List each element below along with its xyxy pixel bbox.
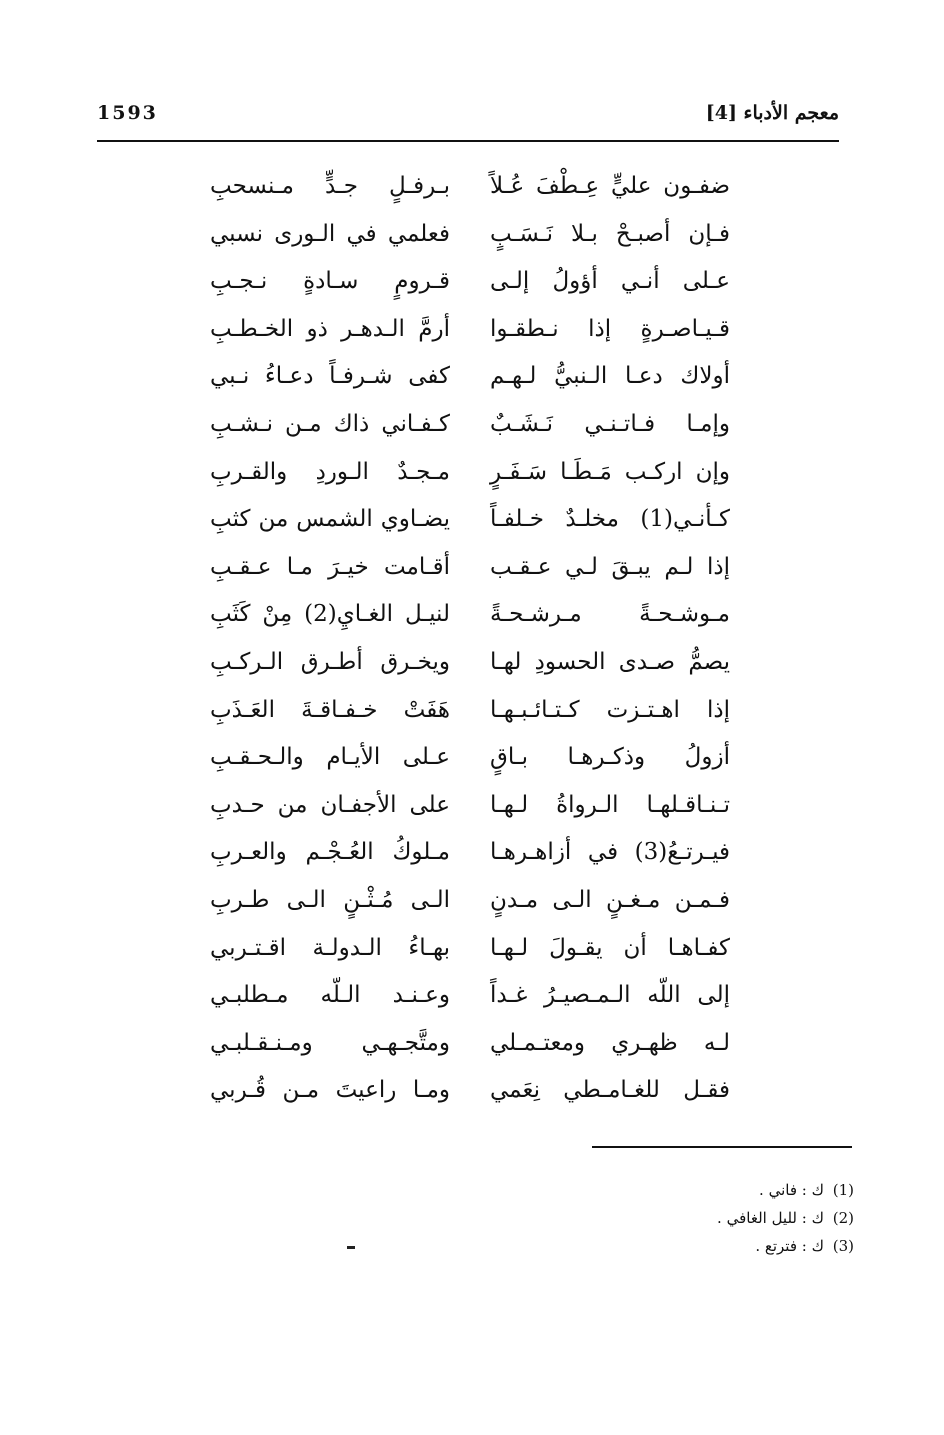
verse-first-hemistich: أولاك دعـا الـنبيُّ لـهـم [490, 363, 730, 390]
verse-second-hemistich: الـى مُـثْـنٍ الـى طـربِ [210, 886, 450, 913]
verse-second-hemistich: ويخـرق أطـرق الـركـبِ [210, 648, 450, 675]
footnote-divider [592, 1146, 852, 1148]
verse-second-hemistich: بـرفـلٍ جـدٍّ مـنسحبِ [210, 173, 450, 199]
footnote-text: ك : لليل الغافي . [717, 1209, 824, 1227]
footnote-text: ك : فاني . [759, 1181, 824, 1199]
verse [150, 163, 750, 211]
verse [150, 877, 750, 925]
footnote [494, 1204, 854, 1232]
verse-first-hemistich: كفـاهـا أن يقـولَ لـهـا [490, 934, 730, 961]
verse-first-hemistich: فـمـن مـغـنٍ الـى مـدنٍ [490, 886, 730, 913]
verse-first-hemistich: عـلى أنـي أؤولُ إلـى [490, 268, 730, 295]
verse-first-hemistich: فقـل للغـامـطي نِعَمي [490, 1077, 730, 1104]
verse-second-hemistich: وعـنـد الـلّه مـطلبـي [210, 982, 450, 1009]
verse-second-hemistich: مـلوكُ العُـجْـم والعـربِ [210, 839, 450, 866]
verse-second-hemistich: مـجـدٌ الـوردِ والقـربِ [210, 458, 450, 485]
verse [150, 401, 750, 449]
verse-first-hemistich: وإن اركـب مَـطَـا سَـفَـرٍ [490, 458, 730, 485]
verse-second-hemistich: هَفَتْ خـفـاقـةَ العَـذَبِ [210, 696, 450, 723]
verse [150, 1020, 750, 1068]
verse [150, 496, 750, 544]
verse-first-hemistich: قـيـاصـرةٍ إذا نـطقـوا [490, 315, 730, 342]
verse-first-hemistich: لـه ظهـري ومعتـمـلي [490, 1029, 730, 1056]
verse-first-hemistich: إذا اهـتـزت كـتـائـبـهـا [490, 696, 730, 723]
verse-second-hemistich: يضـاوي الشمس من كثبِ [210, 506, 450, 533]
verse [150, 353, 750, 401]
header-divider [97, 140, 839, 142]
verse [150, 211, 750, 259]
verse [150, 258, 750, 306]
verse [150, 639, 750, 687]
verse [150, 449, 750, 497]
verse-first-hemistich: ضفـون عليٍّ عِـطْفَ عُـلاً [490, 173, 730, 199]
verse-first-hemistich: كـأنـي(1) مخلـدٌ خـلفـاً [490, 506, 730, 533]
verse-second-hemistich: كفى شـرفـاً دعـاءُ نـبي [210, 363, 450, 390]
verse-second-hemistich: على الأجفـان من حـدبِ [210, 791, 450, 818]
verse-second-hemistich: فعلمي في الـورى نسبي [210, 220, 450, 247]
verse-first-hemistich: فيـرتـعُ(3) في أزاهـرهـا [490, 839, 730, 866]
verse-second-hemistich: عـلى الأيـام والـحـقـبِ [210, 744, 450, 771]
verse [150, 687, 750, 735]
verse [150, 591, 750, 639]
footnotes [494, 1176, 854, 1260]
verse [150, 782, 750, 830]
verse-second-hemistich: بهـاءُ الـدولـة اقـتـربي [210, 934, 450, 961]
verse [150, 306, 750, 354]
verse-second-hemistich: أقـامت خيـرَ مـا عـقـبِ [210, 553, 450, 580]
verse [150, 972, 750, 1020]
verse [150, 829, 750, 877]
verse-second-hemistich: ومتَّجـهـي ومـنـقـلبـي [210, 1029, 450, 1056]
running-title: معجم الأدباء [4] [705, 102, 839, 124]
verse-first-hemistich: تـنـاقـلهـا الـرواةُ لـهـا [490, 791, 730, 818]
footnote [494, 1176, 854, 1204]
print-mark [347, 1246, 355, 1249]
verse-second-hemistich: لنيـل الغـايِ(2) مِنْ كَثَبِ [210, 601, 450, 628]
verse-second-hemistich: قـرومٍ سـادةٍ نـجـبِ [210, 268, 450, 295]
footnote [494, 1232, 854, 1260]
footnote-mark: (2) [832, 1209, 854, 1227]
verse-second-hemistich: ومـا راعيتَ مـن قُـربي [210, 1077, 450, 1104]
footnote-mark: (1) [832, 1181, 854, 1199]
verse-first-hemistich: إذا لـم يبـقَ لـي عـقـب [490, 553, 730, 580]
verse-first-hemistich: وإمـا فـاتـنـي نَـشَـبٌ [490, 410, 730, 437]
verse-second-hemistich: أرمَّ الـدهـر ذو الخـطـبِ [210, 315, 450, 342]
verse-second-hemistich: كـفـاني ذاك مـن نـشـبِ [210, 410, 450, 437]
verse [150, 544, 750, 592]
verse-first-hemistich: يصمُّ صـدى الحسودِ لهـا [490, 648, 730, 675]
verse [150, 925, 750, 973]
verse-first-hemistich: مـوشـحـةً مـرشـحـةً [490, 601, 730, 628]
footnote-mark: (3) [832, 1237, 854, 1255]
verse-first-hemistich: إلى اللّه الـمـصيـرُ غـداً [490, 982, 730, 1009]
poem-body [150, 163, 750, 1115]
verse-first-hemistich: فـإن أصبـحْ بـلا نَـسَـبٍ [490, 220, 730, 247]
verse-first-hemistich: أزولُ وذكـرهـا بـاقٍ [490, 744, 730, 771]
footnote-text: ك : فترتع . [755, 1237, 824, 1255]
verse [150, 1067, 750, 1115]
page-number: 1593 [97, 102, 158, 124]
verse [150, 734, 750, 782]
page-header [97, 98, 839, 138]
